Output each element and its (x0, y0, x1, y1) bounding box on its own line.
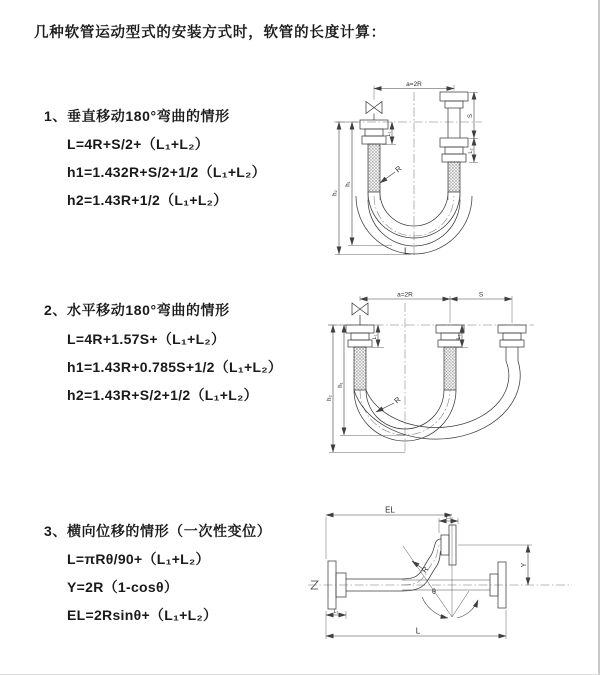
section-3-formula-L: L=πRθ/90+（L₁+L₂） (67, 551, 210, 567)
straight-pipe-original-position (402, 580, 490, 590)
dim-label-r: R (392, 394, 403, 406)
dim-label-a2r: a=2R (406, 81, 422, 88)
right-pipe-assembly (440, 92, 468, 192)
dim-label-l: L (403, 246, 409, 256)
dim-label-s: S (468, 113, 474, 119)
dim-label-s: S (478, 291, 484, 299)
braided-hose-middle (444, 347, 456, 390)
valve-icon (352, 303, 368, 315)
braided-hose-right (448, 162, 460, 192)
section-1-formula-h1: h1=1.432R+S/2+1/2（L₁+L₂） (67, 164, 266, 180)
section-1-formula-L: L=4R+S/2+（L₁+L₂） (67, 136, 210, 152)
dim-label-l1: L₁ (386, 131, 392, 137)
right-flange-assembly (490, 562, 506, 608)
u-bend-loops (354, 361, 520, 441)
section-1-heading: 1、垂直移动180°弯曲的情形 (44, 108, 230, 124)
dim-label-l1: L₁ (333, 609, 339, 615)
dim-label-h2: h₂ (327, 395, 333, 401)
left-pipe-assembly (360, 102, 388, 193)
section-2-formula-h1: h1=1.43R+0.785S+1/2（L₁+L₂） (67, 359, 283, 375)
dim-label-l2: L₂ (456, 334, 462, 340)
dim-label-h2: h₂ (332, 190, 339, 196)
braided-hose-left (368, 144, 380, 192)
dim-label-h1: h₁ (345, 181, 352, 187)
dim-label-y: Y (521, 562, 528, 568)
dim-label-h1: h₁ (338, 382, 344, 388)
braided-hose-left (354, 347, 366, 390)
valve-icon (366, 102, 382, 114)
dim-label-r: R (419, 564, 431, 575)
section-1-formula-h2: h2=1.43R+1/2（L₁+L₂） (67, 192, 228, 208)
angle-label-theta: θ (432, 589, 436, 596)
page-title: 几种软管运动型式的安装方式时，软管的长度计算： (34, 25, 386, 41)
section-2-formula-L: L=4R+1.57S+（L₁+L₂） (67, 331, 226, 347)
dim-label-a2r: a=2R (397, 291, 413, 299)
diagram-vertical-180-bend (312, 72, 562, 257)
dim-label-l1: L₁ (372, 334, 378, 340)
dim-label-r: R (393, 163, 404, 175)
section-3-formula-EL: EL=2Rsinθ+（L₁+L₂） (67, 607, 218, 623)
angle-construction (403, 546, 478, 618)
section-3-heading: 3、横向位移的情形（一次性变位） (44, 523, 272, 539)
displaced-pipe-assembly (498, 325, 526, 361)
section-2-heading: 2、水平移动180°弯曲的情形 (44, 302, 230, 318)
radius-leader (380, 172, 395, 183)
dim-label-l2: L₂ (468, 148, 474, 154)
upper-flange-assembly (441, 525, 456, 565)
left-pipe-assembly (346, 303, 374, 390)
diagram-lateral-displacement (306, 503, 576, 648)
dim-label-l2: L₂ (445, 514, 452, 521)
dim-label-l: L (415, 626, 421, 636)
section-2-formula-h2: h2=1.43R+S/2+1/2（L₁+L₂） (67, 387, 258, 403)
dim-label-el: EL (385, 505, 395, 515)
section-3-formula-Y: Y=2R（1-cosθ） (67, 579, 179, 595)
diagram-horizontal-180-bend (312, 285, 567, 460)
